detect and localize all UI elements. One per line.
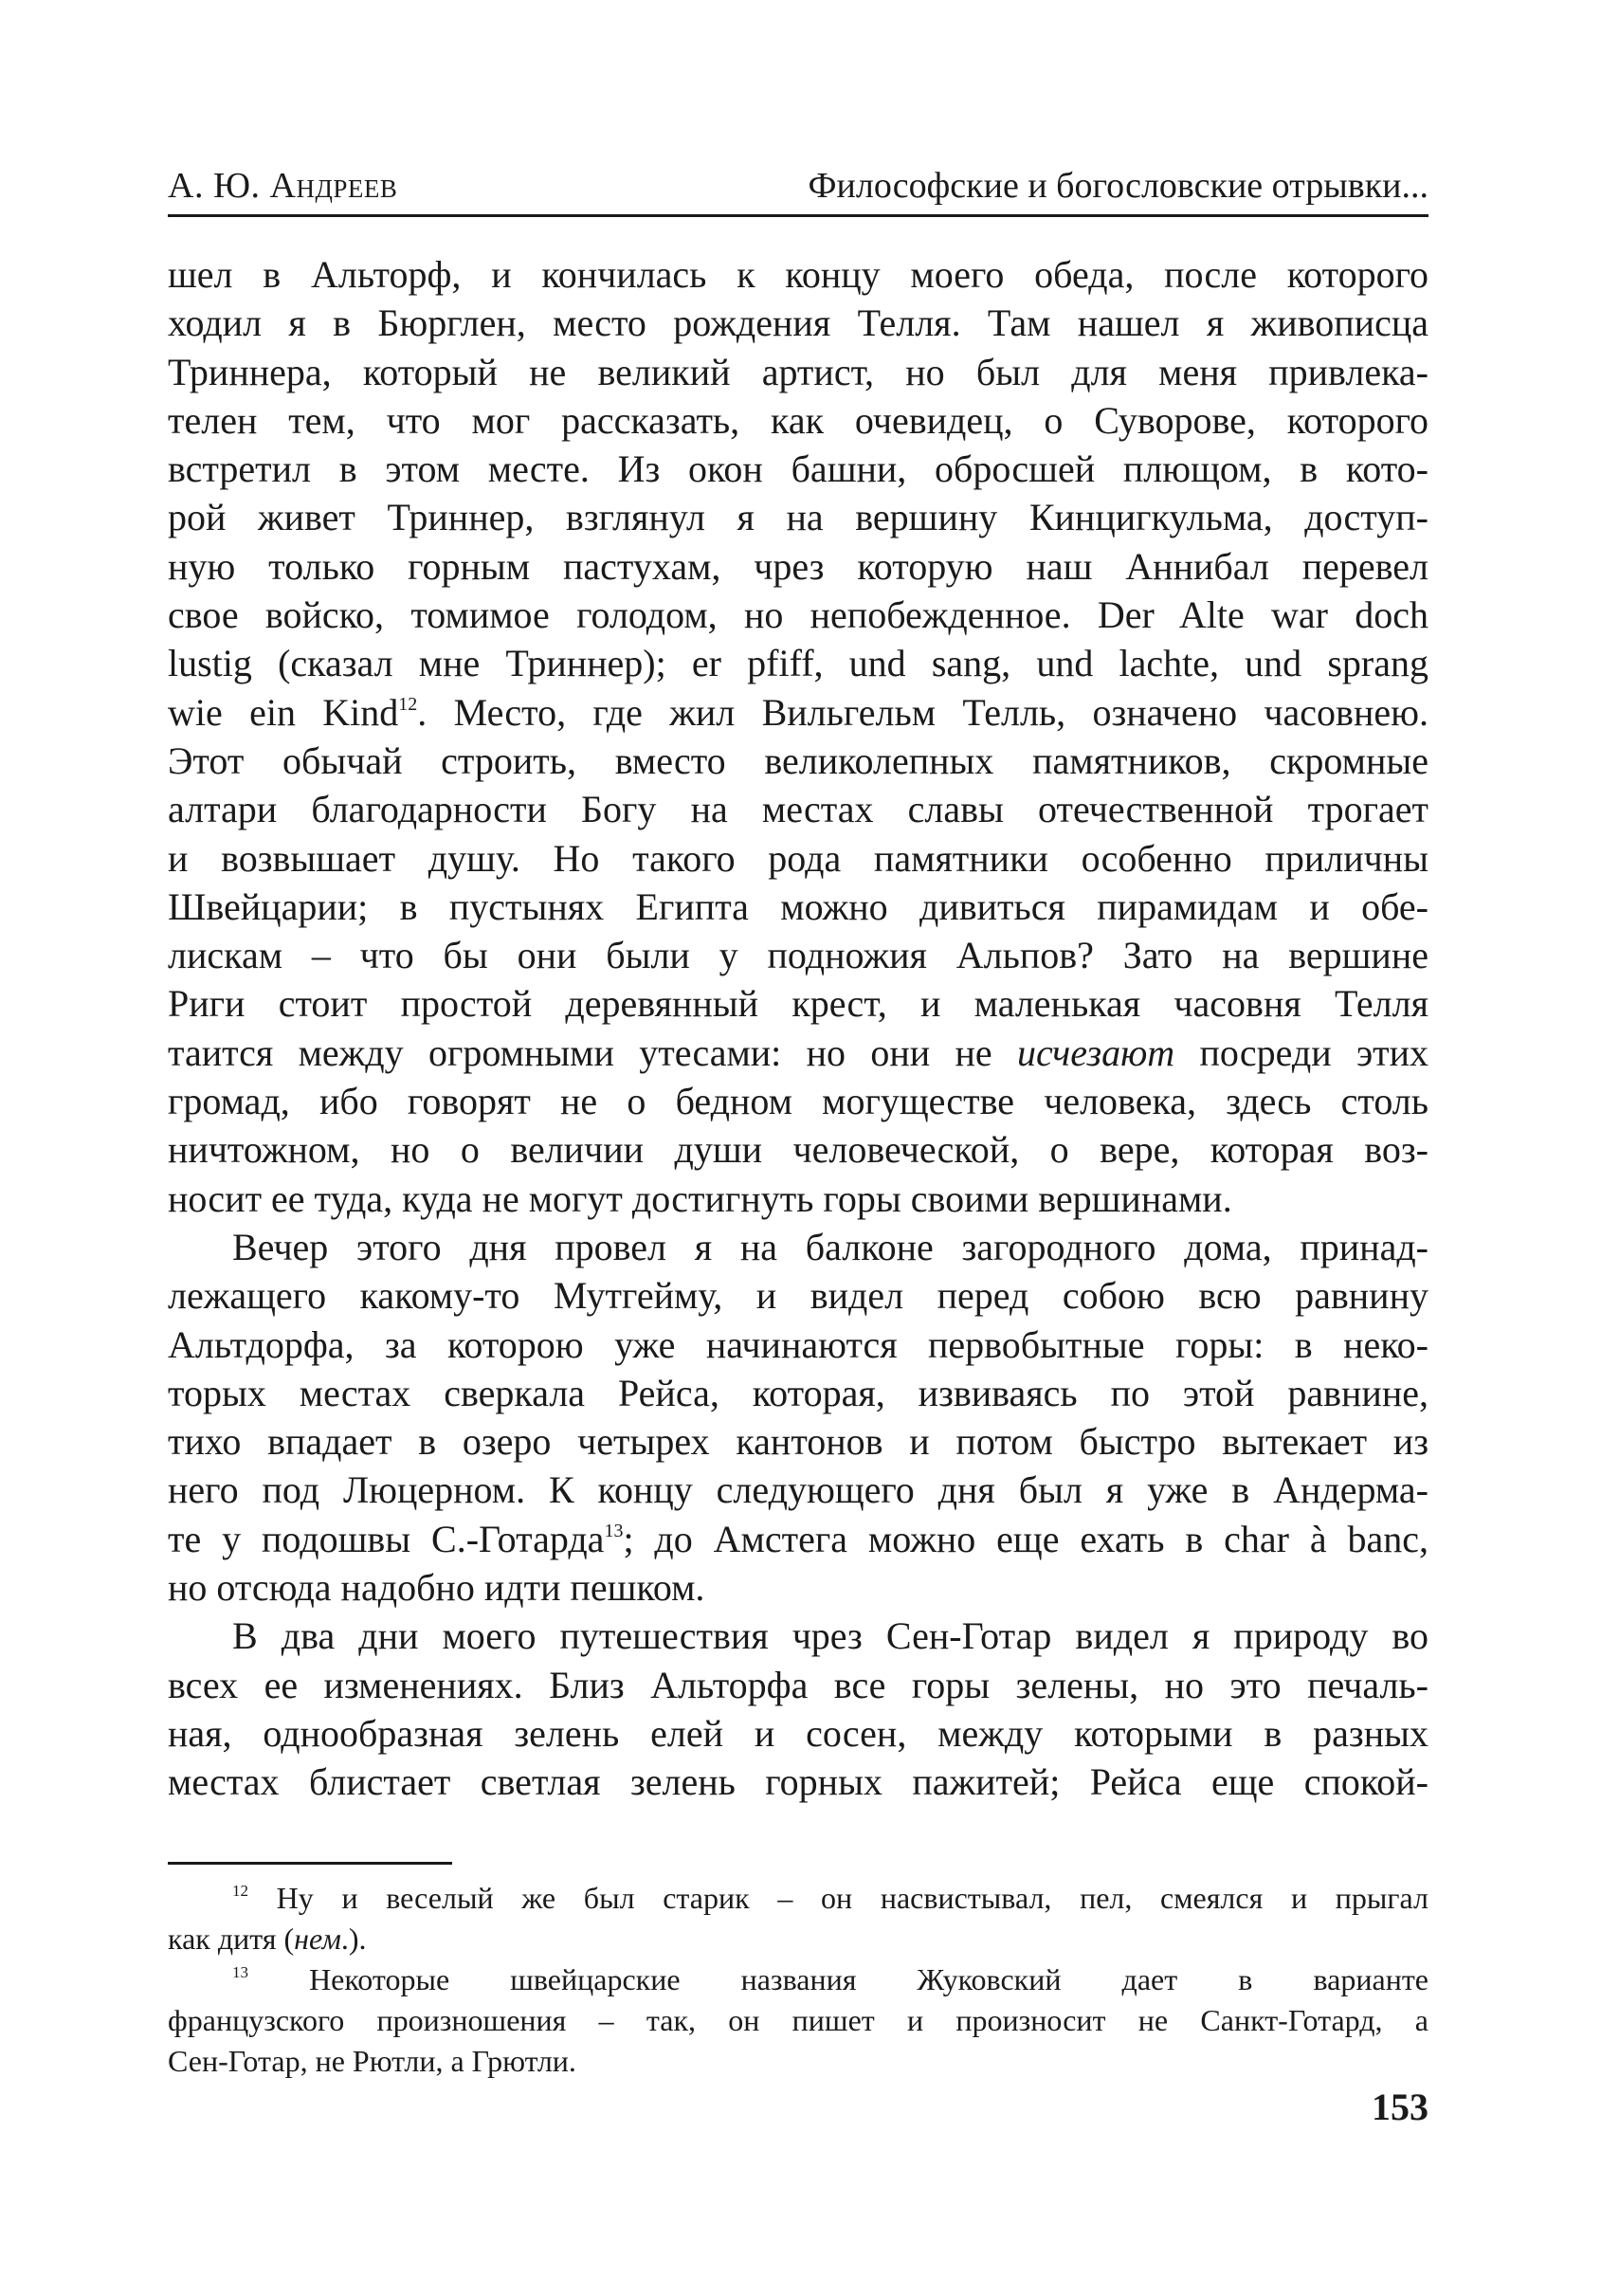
text-line: свое войско, томимое голодом, но непобежденное. Der Alte war doch [168,593,1428,637]
text-line: шел в Альторф, и кончилась к концу моего обеда, после которого [168,253,1428,296]
text-line: встретил в этом месте. Из окон башни, обросшей плющом, в кото- [168,447,1428,491]
text-fragment: Ну и веселый же был старик – он насвистывал, пел, смеялся и прыгал [248,1881,1428,1915]
text-line: всех ее изменениях. Близ Альторфа все горы зелены, но это печаль- [168,1663,1428,1706]
text-line: лискам – что бы они были у подножия Альпов? Зато на вершине [168,934,1428,977]
footnote-ref-12[interactable]: 12 [398,693,418,715]
text-fragment: . Место, где жил Вильгельм Телль, означено часовнею. [417,690,1428,734]
text-fragment: Некоторые швейцарские названия Жуковский дает в варианте [248,1962,1428,1996]
text-line: торых местах сверкала Рейса, которая, извиваясь по этой равнине, [168,1371,1428,1414]
text-line: носит ее туда, куда не могут достигнуть горы своими вершинами. [168,1176,1232,1220]
text-fragment: как дитя ( [168,1922,295,1956]
running-header-author: А. Ю. Андреев [168,166,398,206]
footnote-ref-13[interactable]: 13 [604,1520,624,1541]
text-fragment: посреди этих [1174,1030,1429,1074]
running-header-title: Философские и богословские отрывки... [808,166,1428,206]
text-line: лежащего какому-то Мутгейму, и видел перед собою всю равнину [168,1274,1428,1318]
footnote-13 [168,1959,1428,2082]
text-line [168,1029,1428,1077]
italic-word: нем [294,1922,341,1956]
running-header [168,159,1428,212]
page-number: 153 [1372,2086,1428,2128]
italic-word: исчезают [1016,1030,1175,1074]
text-fragment: .). [340,1922,367,1956]
text-line: и возвышает душу. Но такого рода памятники особенно приличны [168,836,1428,880]
footnotes [168,1878,1428,2082]
footnote-line: Сен-Готар, не Рютли, а Грютли. [168,2044,576,2078]
text-line: местах блистает светлая зелень горных пажитей; Рейса еще спокой- [168,1760,1428,1804]
text-line: lustig (сказал мне Триннер); er pfiff, und sang, und lachte, und sprang [168,642,1428,685]
text-line: Швейцарии; в пустынях Египта можно дивиться пирамидам и обе- [168,884,1428,928]
footnote-line [168,1919,1428,1959]
footnote-line [168,1878,1428,1919]
text-line: В два дни моего путешествия чрез Сен-Готар видел я природу во [232,1614,1428,1658]
text-line: ходил я в Бюрглен, место рождения Телля. Там нашел я живописца [168,301,1428,345]
text-line [168,688,1428,737]
footnote-number: 13 [232,1963,248,1981]
text-line: телен тем, что мог рассказать, как очевидец, о Суворове, которого [168,398,1428,442]
text-line: Альтдорфа, за которою уже начинаются первобытные горы: в неко- [168,1322,1428,1366]
text-line: ничтожном, но о величии души человеческой, о вере, которая воз- [168,1128,1428,1172]
text-fragment: те у подошвы С.-Готарда [168,1517,605,1560]
text-line: него под Люцерном. К концу следующего дня был я уже в Андерма- [168,1468,1428,1512]
text-line: тихо впадает в озеро четырех кантонов и потом быстро вытекает из [168,1420,1428,1464]
text-line: алтари благодарности Богу на местах славы отечественной трогает [168,788,1428,831]
footnote-rule [168,1862,452,1865]
footnote-line: французского произношения – так, он пишет и произносит не Санкт-Готард, а [168,2003,1428,2037]
text-fragment: таится между огромными утесами: но они не [168,1030,1017,1074]
text-line: Вечер этого дня провел я на балконе загородного дома, принад- [232,1225,1428,1268]
text-line: но отсюда надобно идти пешком. [168,1566,705,1610]
text-fragment: ; до Амстега можно еще ехать в char à banc, [623,1517,1428,1560]
text-line: ную только горным пастухам, чрез которую наш Аннибал перевел [168,544,1428,588]
text-line: Этот обычай строить, вместо великолепных памятников, скромные [168,738,1428,782]
text-line: рой живет Триннер, взглянул я на вершину Кинцигкульма, доступ- [168,496,1428,539]
text-line [168,1515,1428,1563]
text-line: Риги стоит простой деревянный крест, и маленькая часовня Телля [168,982,1428,1026]
text-line: Триннера, который не великий артист, но был для меня привлека- [168,350,1428,393]
text-line: громад, ибо говорят не о бедном могуществе человека, здесь столь [168,1080,1428,1123]
header-rule [168,214,1428,217]
text-fragment: wie ein Kind [168,690,399,734]
footnote-12 [168,1878,1428,1959]
footnote-number: 12 [232,1882,248,1900]
body-text [168,250,1428,1807]
text-line: ная, однообразная зелень елей и сосен, между которыми в разных [168,1711,1428,1755]
footnote-line [168,1959,1428,2000]
